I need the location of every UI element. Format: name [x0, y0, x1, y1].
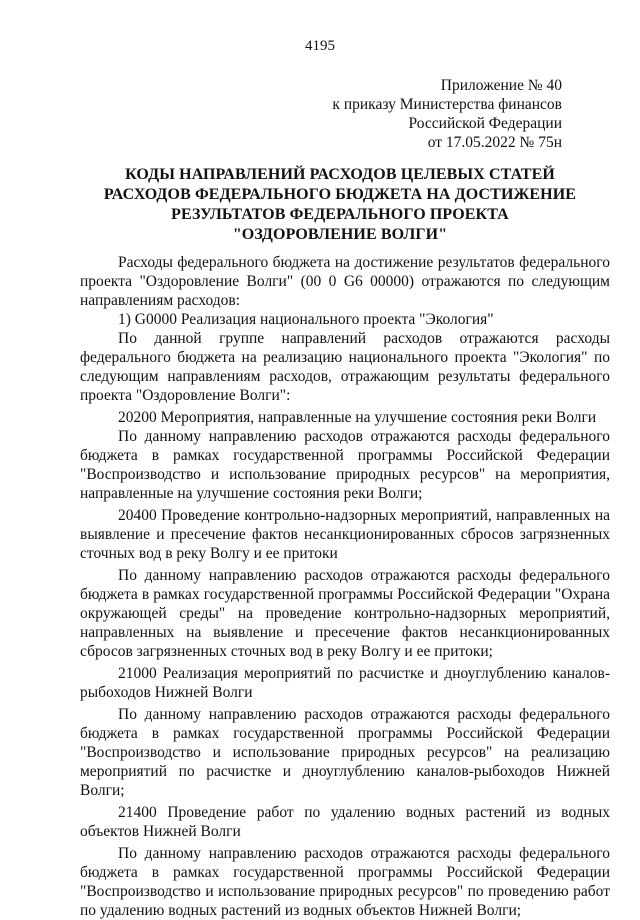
appendix-line: Приложение № 40 — [440, 77, 562, 94]
code-heading-21000: 21000 Реализация мероприятий по расчистке и дноуглублению каналов-рыбоходов Нижней Волги — [80, 665, 610, 701]
page-number: 4195 — [305, 38, 335, 54]
appendix-reference — [332, 76, 562, 152]
title-line: КОДЫ НАПРАВЛЕНИЙ РАСХОДОВ ЦЕЛЕВЫХ СТАТЕЙ — [125, 166, 555, 183]
title-line: РАСХОДОВ ФЕДЕРАЛЬНОГО БЮДЖЕТА НА ДОСТИЖЕНИЕ — [103, 186, 577, 203]
paragraph: По данному направлению расходов отражаются расходы федерального бюджета в рамках государственной программы Российской Федерации "Воспроизводство и использование природных ресурсов" по проведению работ по удалению водных растений из водных объектов Нижней Волги; — [80, 845, 610, 919]
appendix-line: Российской Федерации — [408, 115, 562, 132]
code-heading-20200: 20200 Мероприятия, направленные на улучшение состояния реки Волги — [118, 409, 597, 426]
appendix-line: от 17.05.2022 № 75н — [427, 134, 562, 151]
title-line: РЕЗУЛЬТАТОВ ФЕДЕРАЛЬНОГО ПРОЕКТА — [171, 206, 509, 223]
code-heading-20400: 20400 Проведение контрольно-надзорных мероприятий, направленных на выявление и пресечение фактов несанкционированных сбросов загрязненных сточных вод в реку Волгу и ее притоки — [80, 507, 610, 562]
document-title — [60, 165, 620, 245]
title-line: "ОЗДОРОВЛЕНИЕ ВОЛГИ" — [232, 226, 448, 243]
paragraph: По данному направлению расходов отражаются расходы федерального бюджета в рамках государственной программы Российской Федерации "Охрана окружающей среды" на проведение контрольно-надзорных мероприятий, направленных на выявление и пресечение фактов несанкционированных сбросов загрязненных сточных вод в реку Волгу и ее притоки; — [80, 567, 610, 660]
intro-paragraph: Расходы федерального бюджета на достижение результатов федерального проекта "Оздоровление Волги" (00 0 G6 00000) отражаются по следующим направлениям расходов: — [80, 254, 610, 309]
document-body — [80, 253, 610, 920]
paragraph: По данному направлению расходов отражаются расходы федерального бюджета в рамках государственной программы Российской Федерации "Воспроизводство и использование природных ресурсов" на мероприятия, направленные на улучшение состояния реки Волги; — [80, 428, 610, 502]
paragraph: По данному направлению расходов отражаются расходы федерального бюджета в рамках государственной программы Российской Федерации "Воспроизводство и использование природных ресурсов" на реализацию мероприятий по расчистке и дноуглублению каналов-рыбоходов Нижней Волги; — [80, 706, 610, 799]
code-heading-21400: 21400 Проведение работ по удалению водных растений из водных объектов Нижней Волги — [80, 804, 610, 840]
section-heading: 1) G0000 Реализация национального проекта "Экология" — [118, 311, 494, 328]
appendix-line: к приказу Министерства финансов — [332, 96, 562, 113]
paragraph: По данной группе направлений расходов отражаются расходы федерального бюджета на реализацию национального проекта "Экология" по следующим направлениям расходов, отражающим результаты федерального проекта "Оздоровление Волги": — [80, 330, 610, 404]
